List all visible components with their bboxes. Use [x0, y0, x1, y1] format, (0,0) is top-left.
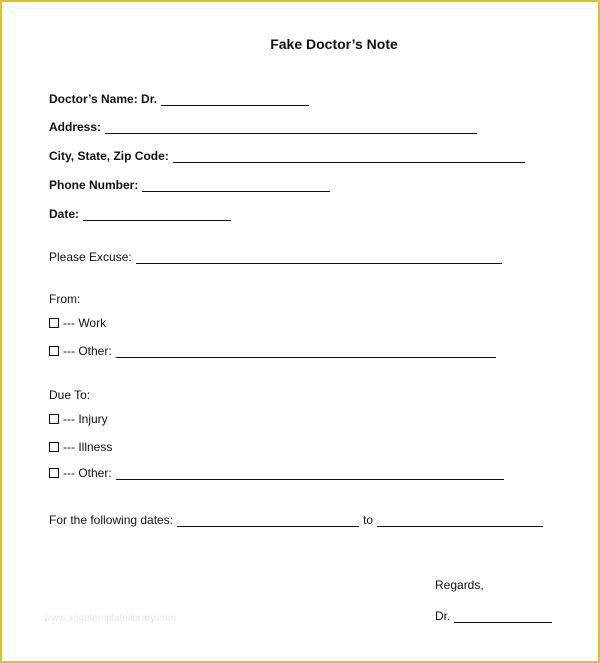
please-excuse-blank[interactable]	[136, 251, 502, 264]
phone-label: Phone Number:	[49, 178, 139, 192]
from-other-checkbox[interactable]	[49, 346, 59, 356]
illness-row	[49, 438, 112, 454]
from-other-label: --- Other:	[63, 344, 112, 358]
address-blank[interactable]	[105, 121, 477, 134]
from-label: From:	[49, 292, 81, 306]
regards-text: Regards,	[435, 578, 484, 592]
from-other-row	[49, 342, 496, 358]
start-date-blank[interactable]	[177, 514, 359, 527]
from-work-row	[49, 314, 106, 330]
signature-row	[435, 607, 552, 623]
page-title: Fake Doctor’s Note	[270, 36, 398, 52]
illness-checkbox[interactable]	[49, 442, 59, 452]
due-to-other-blank[interactable]	[116, 467, 504, 480]
city-state-zip-label: City, State, Zip Code:	[49, 149, 169, 163]
date-blank[interactable]	[83, 208, 231, 221]
city-state-zip-blank[interactable]	[173, 150, 525, 163]
signature-blank[interactable]	[454, 610, 552, 623]
injury-row	[49, 410, 108, 426]
from-other-blank[interactable]	[116, 345, 496, 358]
phone-row	[49, 176, 330, 192]
doctor-name-row	[49, 90, 309, 106]
regards-row	[435, 576, 484, 592]
due-to-other-checkbox[interactable]	[49, 468, 59, 478]
due-to-label-row	[49, 386, 90, 402]
watermark-text: www.sagetemplatelibrary.com	[44, 613, 177, 624]
from-label-row	[49, 290, 80, 306]
doctor-name-label: Doctor’s Name: Dr.	[49, 92, 158, 106]
dates-row	[49, 511, 543, 527]
doctor-name-blank[interactable]	[161, 93, 309, 106]
city-state-zip-row	[49, 147, 525, 163]
phone-blank[interactable]	[142, 179, 330, 192]
date-label: Date:	[49, 207, 80, 221]
due-to-other-row	[49, 464, 504, 480]
illness-label: --- Illness	[63, 440, 113, 454]
address-label: Address:	[49, 120, 102, 134]
injury-checkbox[interactable]	[49, 414, 59, 424]
due-to-other-label: --- Other:	[63, 466, 112, 480]
please-excuse-row	[49, 248, 502, 264]
work-label: --- Work	[63, 316, 107, 330]
dates-to-label: to	[363, 513, 374, 527]
dates-label: For the following dates:	[49, 513, 174, 527]
injury-label: --- Injury	[63, 412, 108, 426]
end-date-blank[interactable]	[377, 514, 543, 527]
due-to-label: Due To:	[49, 388, 91, 402]
signature-dr-label: Dr.	[435, 609, 451, 623]
work-checkbox[interactable]	[49, 318, 59, 328]
please-excuse-label: Please Excuse:	[49, 250, 132, 264]
date-row	[49, 205, 231, 221]
address-row	[49, 118, 477, 134]
